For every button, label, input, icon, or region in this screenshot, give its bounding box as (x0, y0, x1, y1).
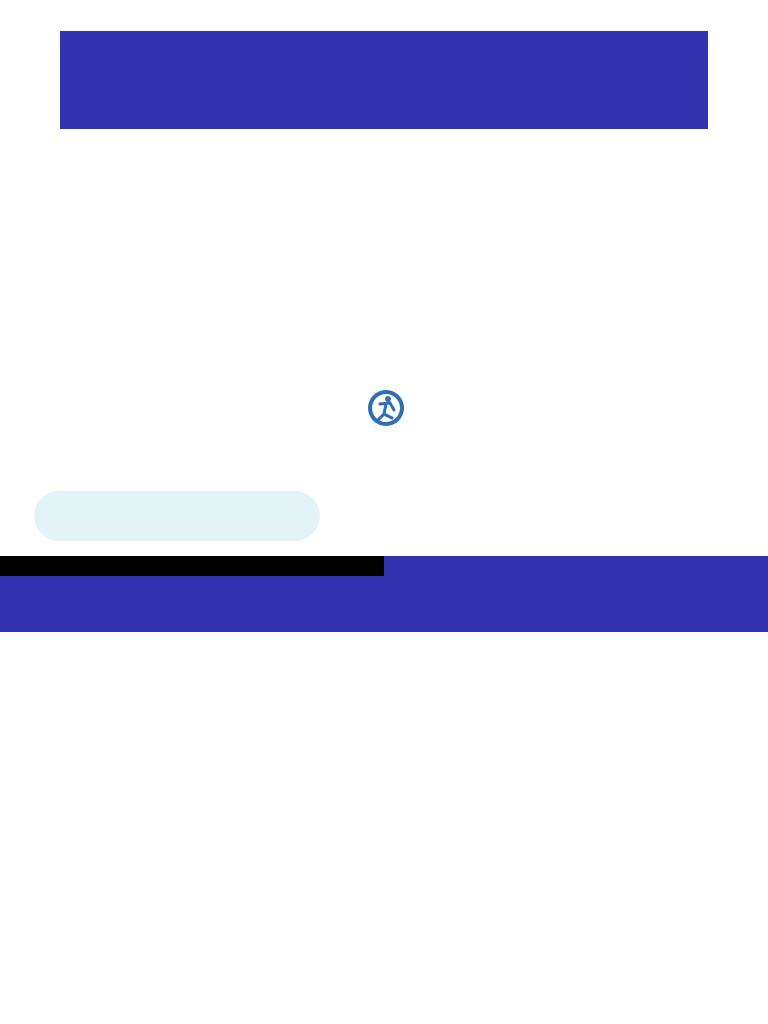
title-box (60, 31, 708, 129)
figures-diagram (0, 870, 768, 1024)
onem-logo (336, 388, 436, 548)
footer-author (0, 556, 384, 576)
footer-title (384, 556, 768, 576)
goodnotes-badge (34, 491, 320, 541)
frame-title (0, 576, 768, 632)
beamer-footer (0, 556, 768, 576)
runner-emblem-icon (368, 390, 404, 426)
